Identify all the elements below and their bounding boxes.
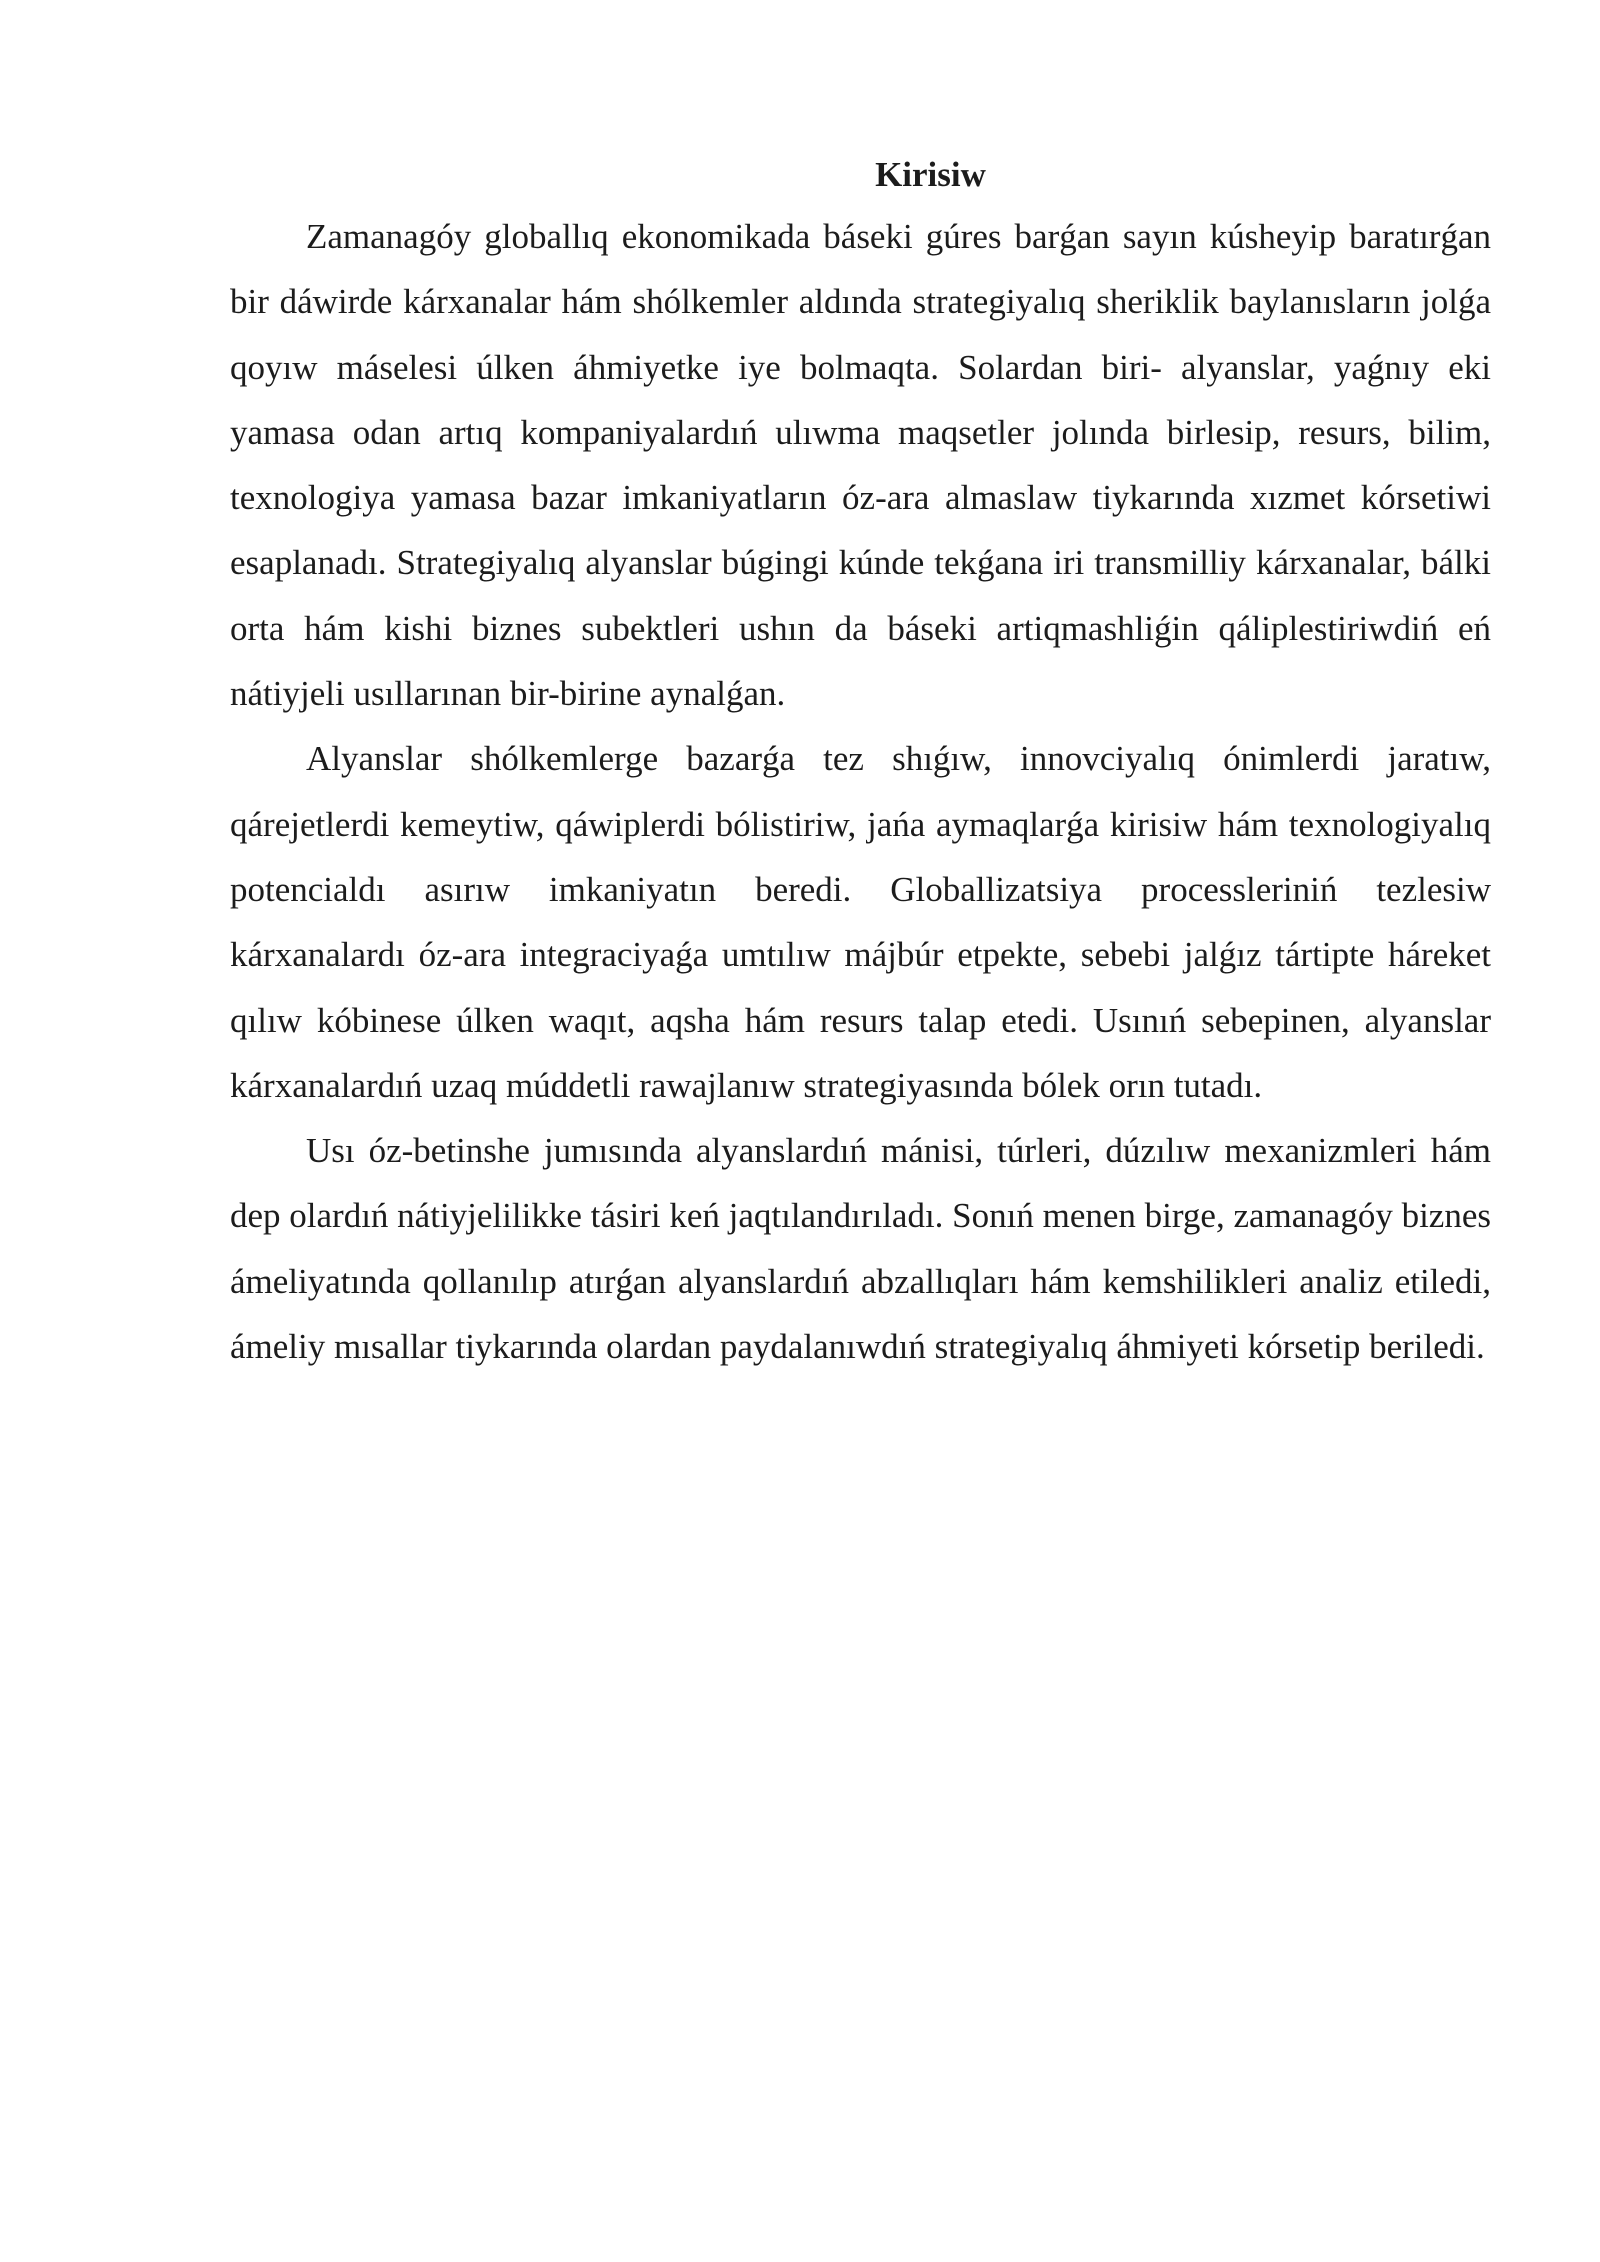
paragraph-1: Zamanagóy globallıq ekonomikada báseki gúres barǵan sayın kúsheyip baratırǵan bir dáwirde kárxanalar hám shólkemler aldında strategiyalıq sheriklik baylanısların jolǵa qoyıw máselesi úlken áhmiyetke iye bolmaqta. Solardan biri- alyanslar, yaǵnıy eki yamasa odan artıq kompaniyalardıń ulıwma maqsetler jolında birlesip, resurs, bilim, texnologiya yamasa bazar imkaniyatların óz-ara almaslaw tiykarında xızmet kórsetiwi esaplanadı. Strategiyalıq alyanslar búgingi kúnde tekǵana iri transmilliy kárxanalar, bálki orta hám kishi biznes subektleri ushın da báseki artiqmashliǵin qáliplestiriwdiń eń nátiyjeli usıllarınan bir-birine aynalǵan.: [230, 217, 1491, 714]
page-content: [230, 146, 1491, 1379]
paragraph-3: Usı óz-betinshe jumısında alyanslardıń mánisi, túrleri, dúzılıw mexanizmleri hám dep olardıń nátiyjelilikke tásiri keń jaqtılandırıladı. Sonıń menen birge, zamanagóy biznes ámeliyatında qollanılıp atırǵan alyanslardıń abzallıqları hám kemshilikleri analiz etiledi, ámeliy mısallar tiykarında olardan paydalanıwdıń strategiyalıq áhmiyeti kórsetip beriledi.: [230, 1131, 1491, 1367]
paragraph-2: Alyanslar shólkemlerge bazarǵa tez shıǵıw, innovciyalıq ónimlerdi jaratıw, qárejetlerdi kemeytiw, qáwiplerdi bólistiriw, jańa aymaqlarǵa kirisiw hám texnologiyalıq potencialdı asırıw imkaniyatın beredi. Globallizatsiya processleriniń tezlesiw kárxanalardı óz-ara integraciyaǵa umtılıw májbúr etpekte, sebebi jalǵız tártipte háreket qılıw kóbinese úlken waqıt, aqsha hám resurs talap etedi. Usınıń sebepinen, alyanslar kárxanalardıń uzaq múddetli rawajlanıw strategiyasında bólek orın tutadı.: [230, 739, 1491, 1105]
page-title: Kirisiw: [875, 155, 986, 194]
